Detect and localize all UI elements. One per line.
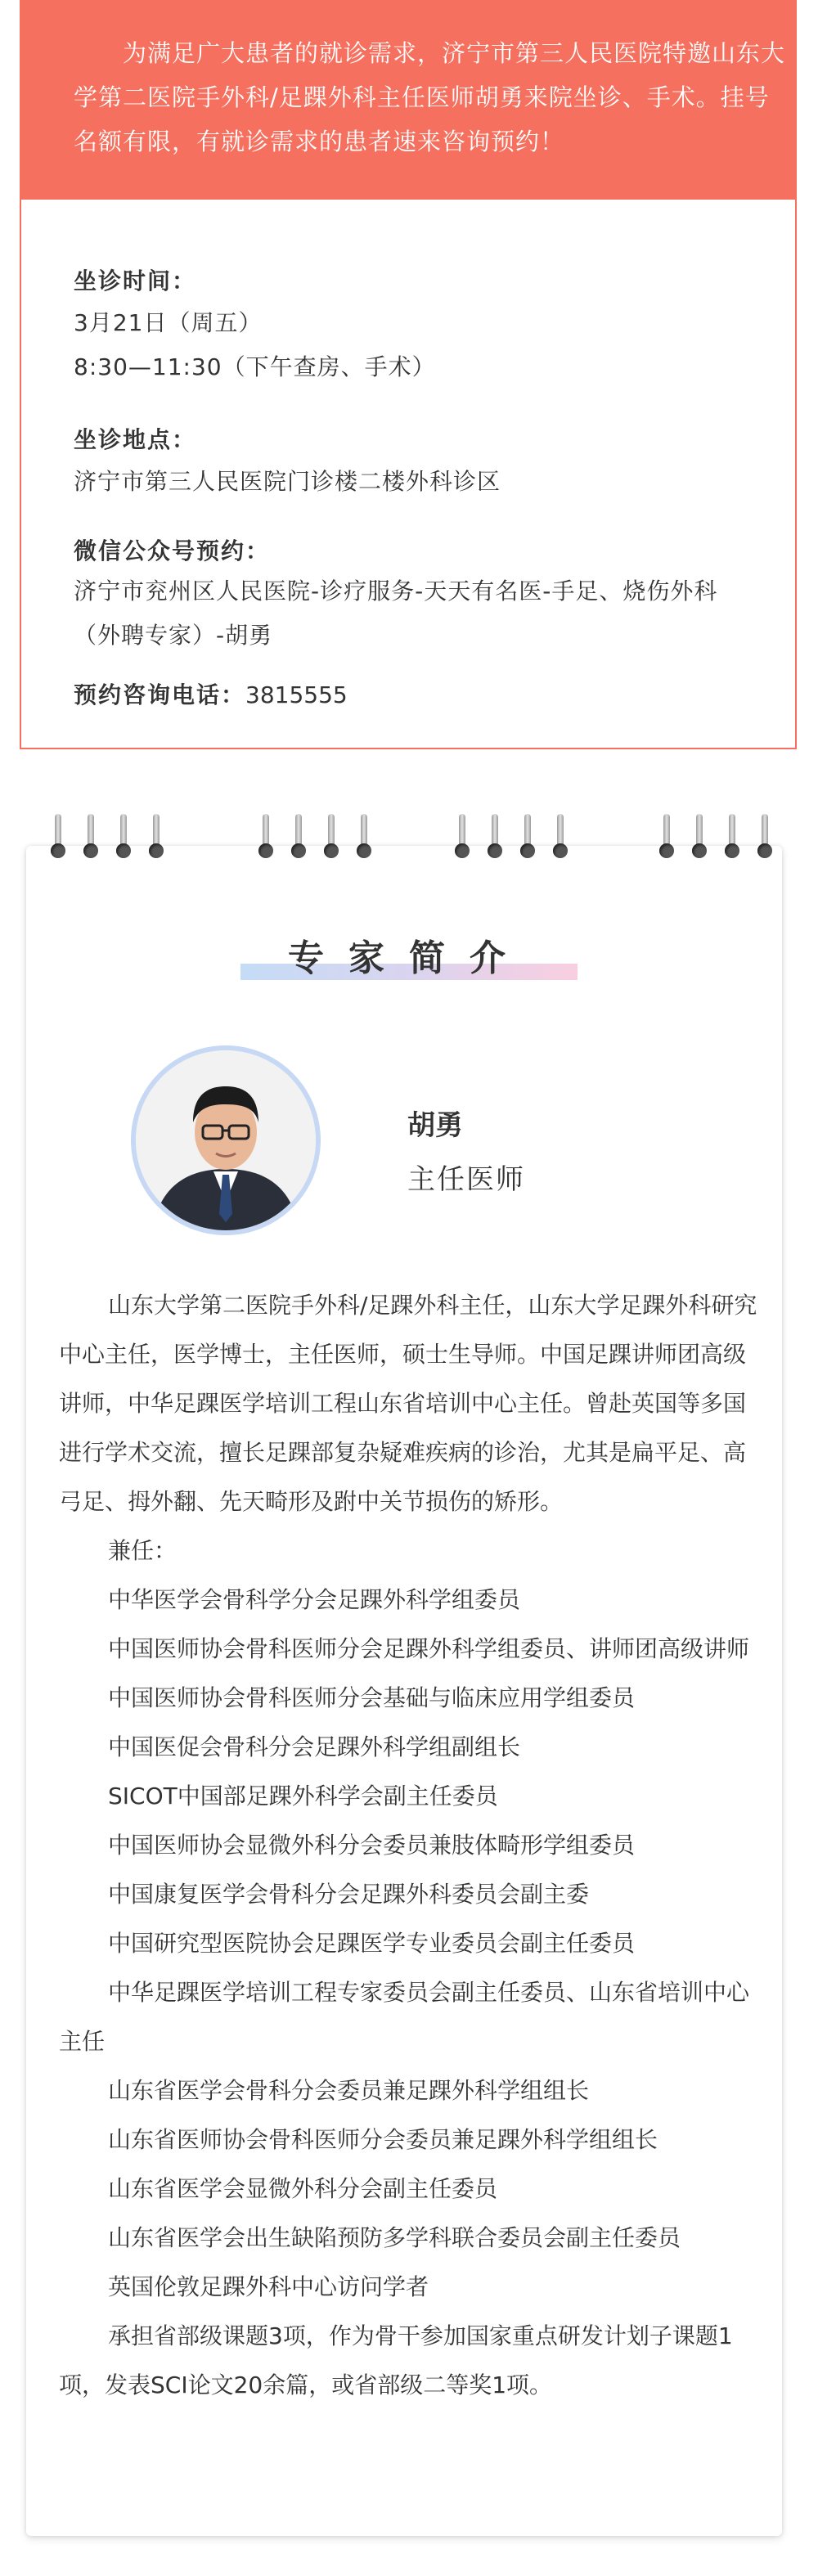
notebook-rings — [0, 814, 818, 871]
bio-line: 中国研究型医院协会足踝医学专业委员会副主任委员 — [108, 1930, 636, 1957]
time-hours: 8:30—11:30（下午查房、手术） — [74, 353, 436, 380]
bio-line: 中国医师协会骨科医师分会基础与临床应用学组委员 — [108, 1684, 636, 1711]
ring-icon — [725, 814, 739, 861]
ring-icon — [488, 814, 502, 861]
location-label: 坐诊地点： — [74, 426, 197, 453]
location-section — [74, 422, 501, 504]
ring-icon — [357, 814, 371, 861]
bio-line: 中华足踝医学培训工程专家委员会副主任委员、山东省培训中心主任 — [59, 1979, 750, 2055]
bio-paragraph: 山东大学第二医院手外科/足踝外科主任，山东大学足踝外科研究中心主任，医学博士，主任医师，硕士生导师。中国足踝讲师团高级讲师，中华足踝医学培训工程山东省培训中心主任。曾赴英国等多国进行学术交流，擅长足踝部复杂疑难疾病的诊治，尤其是扁平足、高弓足、拇外翻、先天畸形及跗中关节损伤的矫形。 — [59, 1292, 757, 1515]
time-section — [74, 263, 436, 389]
doctor-portrait-icon — [136, 1050, 316, 1230]
ring-icon — [520, 814, 535, 861]
bio-line: 山东省医学会出生缺陷预防多学科联合委员会副主任委员 — [108, 2224, 681, 2251]
location-value: 济宁市第三人民医院门诊楼二楼外科诊区 — [74, 468, 501, 495]
wechat-value: 济宁市兖州区人民医院-诊疗服务-天天有名医-手足、烧伤外科（外聘专家）-胡勇 — [74, 578, 718, 649]
bio-line: 山东省医学会显微外科分会副主任委员 — [108, 2175, 498, 2202]
ring-icon — [51, 814, 65, 861]
phone-label: 预约咨询电话： — [74, 681, 246, 708]
bio-line: 山东省医师协会骨科医师分会委员兼足踝外科学组组长 — [108, 2126, 658, 2153]
ring-icon — [553, 814, 568, 861]
ring-icon — [116, 814, 131, 861]
bio-line: SICOT中国部足踝外科学会副主任委员 — [108, 1783, 498, 1809]
time-date: 3月21日（周五） — [74, 309, 263, 336]
ring-icon — [291, 814, 306, 861]
phone-section — [74, 677, 348, 710]
doctor-title: 主任医师 — [407, 1163, 525, 1196]
bio-line: 中国医师协会显微外科分会委员兼肢体畸形学组委员 — [108, 1832, 636, 1859]
time-label: 坐诊时间： — [74, 267, 197, 294]
ring-icon — [149, 814, 164, 861]
phone-number[interactable]: 3815555 — [245, 681, 348, 708]
ring-icon — [324, 814, 339, 861]
doctor-bio — [59, 1281, 762, 2410]
ring-icon — [659, 814, 674, 861]
ring-icon — [692, 814, 707, 861]
bio-line: 中国医促会骨科分会足踝外科学组副组长 — [108, 1733, 521, 1760]
bio-line: 中国医师协会骨科医师分会足踝外科学组委员、讲师团高级讲师 — [108, 1635, 750, 1662]
bio-line: 中国康复医学会骨科分会足踝外科委员会副主委 — [108, 1881, 590, 1908]
ring-icon — [757, 814, 772, 861]
ring-icon — [455, 814, 470, 861]
ring-icon — [83, 814, 98, 861]
doctor-avatar — [131, 1045, 321, 1235]
clinic-info-box — [20, 200, 797, 749]
wechat-label: 微信公众号预约： — [74, 537, 271, 564]
ring-icon — [258, 814, 273, 861]
intro-banner — [20, 0, 797, 200]
doctor-name: 胡勇 — [407, 1109, 463, 1142]
bio-line: 英国伦敦足踝外科中心访问学者 — [108, 2273, 429, 2300]
wechat-section — [74, 533, 761, 658]
bio-line: 山东省医学会骨科分会委员兼足踝外科学组组长 — [108, 2077, 590, 2104]
bio-line: 中华医学会骨科学分会足踝外科学组委员 — [108, 1586, 521, 1613]
intro-text: 为满足广大患者的就诊需求，济宁市第三人民医院特邀山东大学第二医院手外科/足踝外科主任医师胡勇来院坐诊、手术。挂号名额有限，有就诊需求的患者速来咨询预约！ — [74, 39, 786, 155]
bio-line: 承担省部级课题3项，作为骨干参加国家重点研发计划子课题1项，发表SCI论文20余篇，或省部级二等奖1项。 — [59, 2322, 733, 2398]
section-title: 专家简介 — [288, 937, 530, 979]
bio-line: 兼任： — [108, 1537, 178, 1564]
